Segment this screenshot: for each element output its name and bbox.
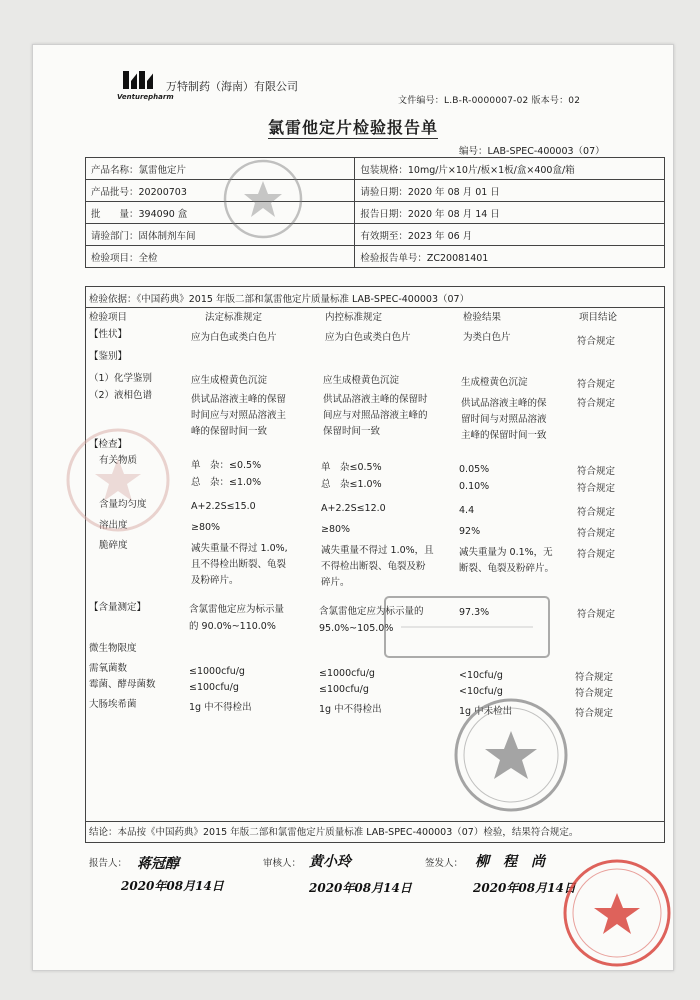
row-dissolution-internal: ≥80% (321, 524, 351, 535)
row-chem-id-label: （1）化学鉴别 (89, 373, 153, 384)
row-related-internal-line: 总 杂≤1.0% (321, 479, 382, 490)
frame-conclusion-bottom-line (85, 842, 665, 843)
col-header-legal: 法定标准规定 (205, 312, 263, 323)
batch-value: 20200703 (138, 186, 187, 198)
row-uniformity-internal: A+2.2S≤12.0 (321, 503, 386, 514)
row-uniformity-conclusion: 符合规定 (577, 507, 616, 518)
row-chem-id-conclusion: 符合规定 (577, 379, 616, 390)
section-microbial-limit: 微生物限度 (89, 643, 137, 654)
company-logo-icon (121, 69, 159, 91)
frame-conclusion-top-line (85, 821, 665, 822)
row-friability-label: 脆碎度 (99, 540, 128, 551)
col-header-conclusion: 项目结论 (579, 312, 618, 323)
row-hplc-label: （2）液相色谱 (89, 390, 153, 401)
info-table (85, 157, 665, 268)
logo-brand-text: Venturepharm (117, 93, 174, 101)
report-date-label: 报告日期： (360, 208, 408, 220)
row-mold-legal: ≤100cfu/g (189, 682, 239, 693)
row-related-legal-line: 单 杂：≤0.5% (191, 460, 262, 471)
request-date-value: 2020 年 08 月 01 日 (407, 186, 500, 198)
col-header-internal: 内控标准规定 (325, 312, 383, 323)
faded-seal-stamp-icon (221, 157, 305, 241)
frame-top-line (85, 286, 665, 287)
report-code: 编号：LAB-SPEC-400003（07） (459, 146, 605, 157)
row-friability-internal-line: 碎片。 (321, 577, 350, 588)
report-title-text: 氯雷他定片检验报告单 (267, 118, 438, 137)
row-uniformity-result: 4.4 (459, 505, 475, 516)
row-mold-result: <10cfu/g (459, 686, 503, 697)
row-appearance-legal: 应为白色或类白色片 (191, 332, 277, 343)
row-friability-result-line: 断裂、龟裂及粉碎片。 (459, 563, 555, 574)
row-ecoli-conclusion: 符合规定 (575, 708, 614, 719)
info-row (86, 202, 665, 224)
row-friability-legal-line: 及粉碎片。 (191, 575, 239, 586)
reporter-date: 2020年08月14日 (121, 879, 224, 893)
row-hplc-legal-line: 峰的保留时间一致 (191, 426, 268, 437)
row-uniformity-legal: A+2.2S≤15.0 (191, 501, 256, 512)
row-related-internal-line: 单 杂≤0.5% (321, 462, 382, 473)
row-appearance-label: 【性状】 (89, 329, 128, 340)
row-hplc-legal-line: 供试品溶液主峰的保留 (191, 394, 287, 405)
row-related-result-line: 0.05% (459, 464, 490, 475)
row-aerobic-legal: ≤1000cfu/g (189, 666, 245, 677)
row-appearance-conclusion: 符合规定 (577, 336, 616, 347)
row-assay-result: 97.3% (459, 607, 490, 618)
row-appearance-internal: 应为白色或类白色片 (325, 332, 411, 343)
info-row (86, 246, 665, 268)
product-name-value: 氯雷他定片 (138, 164, 187, 176)
company-name: 万特制药（海南）有限公司 (166, 80, 298, 93)
row-hplc-conclusion: 符合规定 (577, 398, 616, 409)
pack-value: 10mg/片×10片/板×1板/盒×400盒/箱 (407, 164, 575, 176)
row-mold-internal: ≤100cfu/g (319, 684, 369, 695)
row-dissolution-label: 溶出度 (99, 520, 128, 531)
final-conclusion: 结论：本品按《中国药典》2015 年版二部和氯雷他定片质量标准 LAB-SPEC-400003（07）检验，结果符合规定。 (89, 827, 579, 838)
row-uniformity-label: 含量均匀度 (99, 499, 147, 510)
row-hplc-internal-line: 供试品溶液主峰的保留时 (323, 394, 428, 405)
product-name-label: 产品名称： (91, 164, 139, 176)
row-chem-id-legal: 应生成橙黄色沉淀 (191, 375, 268, 386)
row-mold-label: 霉菌、酵母菌数 (89, 679, 156, 690)
row-assay-internal-line: 含氯雷他定应为标示量的 (319, 606, 424, 617)
col-header-item: 检验项目 (89, 312, 128, 323)
section-identification: 【鉴别】 (89, 351, 128, 362)
row-related-conclusion-line: 符合规定 (577, 483, 616, 494)
quality-rect-stamp-icon (381, 593, 553, 661)
row-ecoli-internal: 1g 中不得检出 (319, 704, 382, 715)
row-friability-result-line: 减失重量为 0.1%，无 (459, 547, 553, 558)
row-friability-internal-line: 减失重量不得过 1.0%，且 (321, 545, 434, 556)
row-related-label: 有关物质 (99, 455, 138, 466)
test-basis: 检验依据：《中国药典》2015 年版二部和氯雷他定片质量标准 LAB-SPEC-400003（07） (89, 294, 470, 305)
report-number-label: 检验报告单号： (360, 252, 427, 264)
test-item-value: 全检 (138, 252, 158, 264)
reviewer-signature: 黄小玲 (309, 854, 351, 870)
reviewer-date: 2020年08月14日 (309, 881, 412, 895)
row-appearance-result: 为类白色片 (463, 332, 511, 343)
info-row (86, 224, 665, 246)
row-assay-legal-line: 含氯雷他定应为标示量 (189, 604, 285, 615)
faded-red-seal-stamp-icon (63, 425, 173, 535)
row-ecoli-label: 大肠埃希菌 (89, 699, 137, 710)
row-dissolution-legal: ≥80% (191, 522, 221, 533)
row-hplc-result-line: 主峰的保留时间一致 (461, 430, 547, 441)
row-assay-label: 【含量测定】 (89, 602, 147, 613)
row-related-result-line: 0.10% (459, 481, 490, 492)
row-aerobic-conclusion: 符合规定 (575, 672, 614, 683)
round-seal-stamp-icon (451, 695, 571, 815)
info-row (86, 180, 665, 202)
report-number-cell (355, 246, 665, 268)
row-aerobic-result: <10cfu/g (459, 670, 503, 681)
request-date-cell (355, 180, 665, 202)
pack-cell (355, 158, 665, 180)
report-title (33, 115, 673, 138)
expiry-value: 2023 年 06 月 (407, 230, 473, 242)
row-aerobic-internal: ≤1000cfu/g (319, 668, 375, 679)
request-date-label: 请验日期： (360, 186, 408, 198)
row-related-conclusion-line: 符合规定 (577, 466, 616, 477)
info-row (86, 158, 665, 180)
row-chem-id-internal: 应生成橙黄色沉淀 (323, 375, 400, 386)
reporter-label: 报告人： (89, 858, 128, 869)
row-mold-conclusion: 符合规定 (575, 688, 614, 699)
issuer-date: 2020年08月14日 (473, 881, 576, 895)
test-item-cell (86, 246, 355, 268)
row-aerobic-label: 需氧菌数 (89, 663, 128, 674)
row-friability-internal-line: 不得检出断裂、龟裂及粉 (321, 561, 426, 572)
row-hplc-internal-line: 保留时间一致 (323, 426, 381, 437)
row-ecoli-result: 1g 中未检出 (459, 706, 513, 717)
quantity-value: 394090 盒 (138, 208, 188, 220)
col-header-result: 检验结果 (463, 312, 502, 323)
department-value: 固体制剂车间 (138, 230, 196, 242)
expiry-label: 有效期至： (360, 230, 408, 242)
frame-right-line (664, 286, 665, 842)
row-assay-legal-line: 的 90.0%~110.0% (189, 621, 276, 632)
reporter-signature: 蒋冠醇 (137, 856, 179, 872)
row-dissolution-result: 92% (459, 526, 481, 537)
report-number-value: ZC20081401 (426, 252, 489, 264)
row-friability-legal-line: 减失重量不得过 1.0%, (191, 543, 288, 554)
frame-left-line (85, 286, 86, 842)
department-label: 请验部门： (91, 230, 139, 242)
row-hplc-result-line: 留时间与对照品溶液 (461, 414, 547, 425)
report-sheet (32, 44, 674, 971)
row-friability-legal-line: 且不得检出断裂、龟裂 (191, 559, 287, 570)
row-related-legal-line: 总 杂：≤1.0% (191, 477, 262, 488)
report-date-value: 2020 年 08 月 14 日 (407, 208, 500, 220)
quantity-label: 批 量： (91, 208, 139, 220)
row-friability-conclusion: 符合规定 (577, 549, 616, 560)
row-hplc-result-line: 供试品溶液主峰的保 (461, 398, 547, 409)
test-item-label: 检验项目： (91, 252, 139, 264)
row-assay-conclusion: 符合规定 (577, 609, 616, 620)
pack-label: 包装规格： (360, 164, 408, 176)
issuer-signature: 柳 程 尚 (475, 854, 545, 870)
report-date-cell (355, 202, 665, 224)
row-hplc-internal-line: 间应与对照品溶液主峰的 (323, 410, 428, 421)
document-number: 文件编号：L.B-R-0000007-02 版本号：02 (398, 96, 581, 106)
issuer-label: 签发人： (425, 858, 464, 869)
batch-label: 产品批号： (91, 186, 139, 198)
red-seal-stamp-icon (561, 857, 673, 969)
row-ecoli-legal: 1g 中不得检出 (189, 702, 252, 713)
frame-basis-line (85, 307, 665, 308)
reviewer-label: 审核人： (263, 858, 302, 869)
row-hplc-legal-line: 时间应与对照品溶液主 (191, 410, 287, 421)
row-dissolution-conclusion: 符合规定 (577, 528, 616, 539)
row-assay-internal-line: 95.0%~105.0% (319, 623, 394, 634)
section-inspection: 【检查】 (89, 439, 128, 450)
row-chem-id-result: 生成橙黄色沉淀 (461, 377, 528, 388)
expiry-cell (355, 224, 665, 246)
